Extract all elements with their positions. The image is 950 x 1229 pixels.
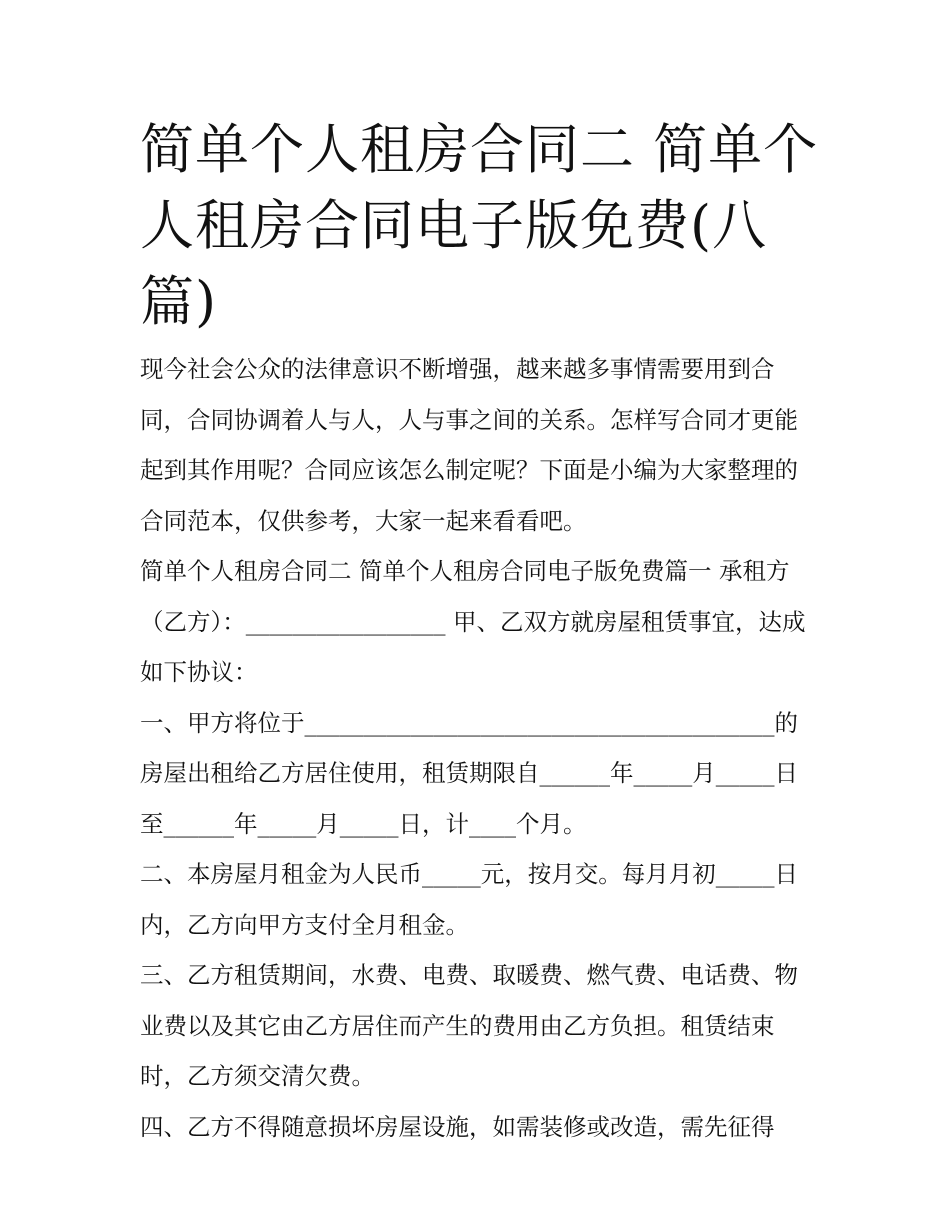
contract-clause-2: 二、本房屋月租金为人民币_____元，按月交。每月月初_____日内，乙方向甲方支付全月租金。 bbox=[140, 860, 798, 939]
intro-paragraph: 现今社会公众的法律意识不断增强，越来越多事情需要用到合同，合同协调着人与人，人与事之间的关系。怎样写合同才更能起到其作用呢？合同应该怎么制定呢？下面是小编为大家整理的合同范本，仅供参考，大家一起来看看吧。 bbox=[140, 355, 798, 535]
document-page bbox=[140, 112, 820, 1152]
contract-paragraph-header: 简单个人租房合同二 简单个人租房合同电子版免费篇一 承租方（乙方）：_________________ 甲、乙双方就房屋租赁事宜，达成如下协议： bbox=[140, 557, 806, 686]
contract-clause-4: 四、乙方不得随意损坏房屋设施，如需装修或改造，需先征得 bbox=[140, 1112, 775, 1141]
document-title: 简单个人租房合同二 简单个人租房合同电子版免费(八篇) bbox=[140, 118, 819, 333]
contract-clause-1: 一、甲方将位于________________________________________的房屋出租给乙方居住使用，租赁期限自______年_____月_____日至______年_____月_____日，计____个月。 bbox=[140, 708, 798, 838]
contract-clause-3: 三、乙方租赁期间，水费、电费、取暖费、燃气费、电话费、物业费以及其它由乙方居住而产生的费用由乙方负担。租赁结束时，乙方须交清欠费。 bbox=[140, 961, 798, 1090]
